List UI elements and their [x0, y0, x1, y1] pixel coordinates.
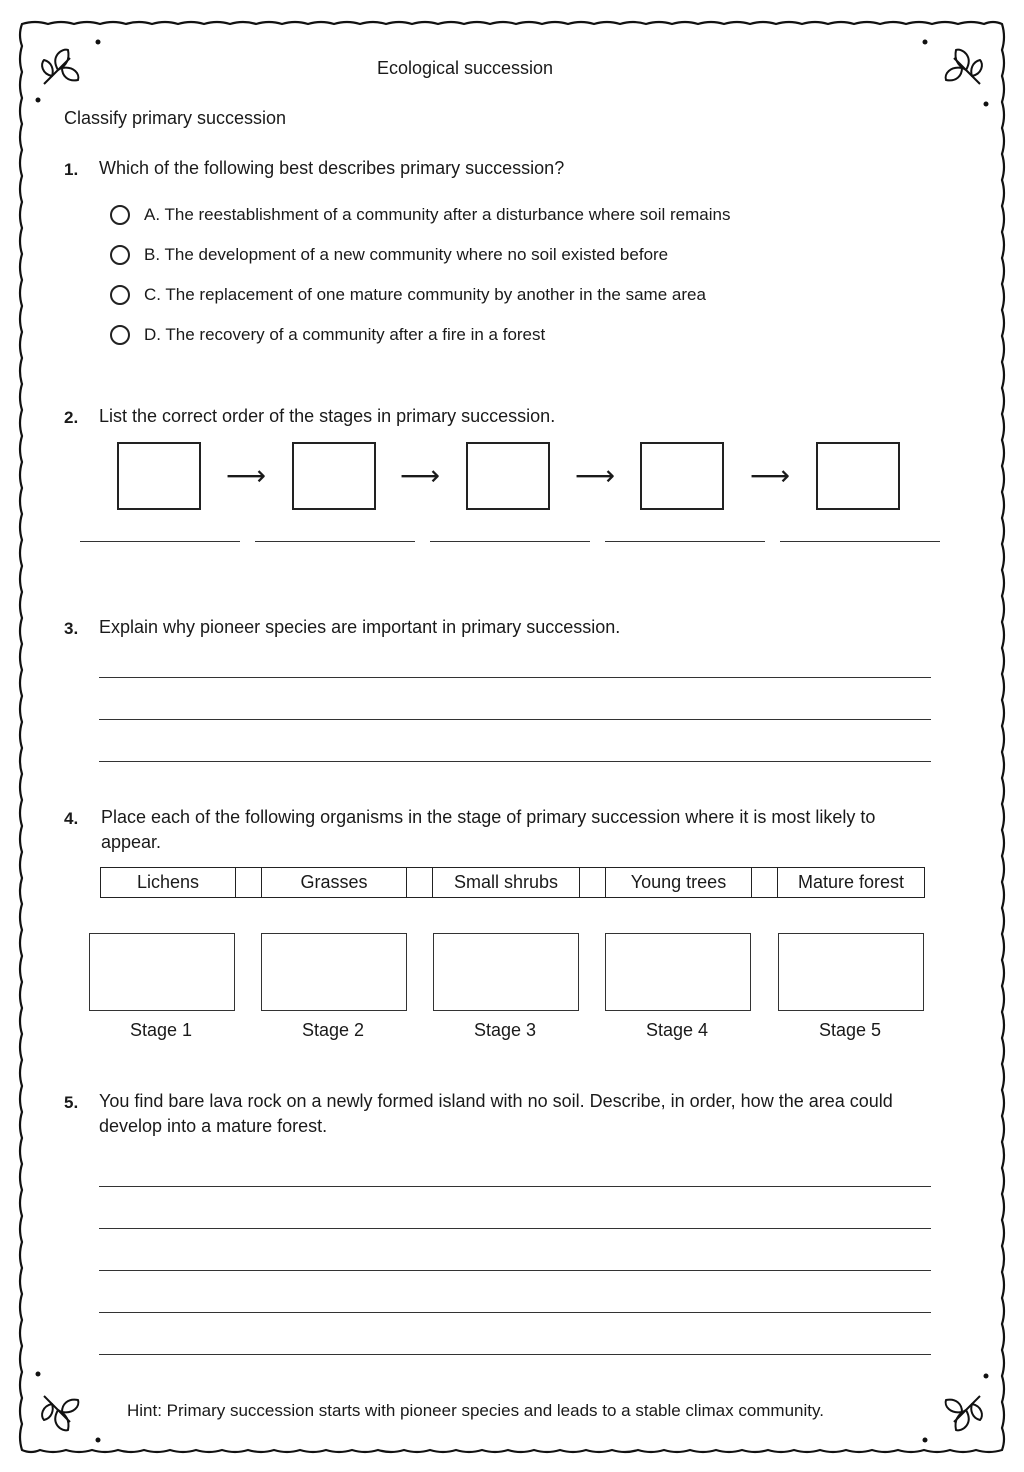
- sequence-box[interactable]: [117, 442, 201, 510]
- stage-label: Stage 3: [473, 1020, 537, 1040]
- stage-drop-box[interactable]: [261, 933, 407, 1011]
- option-c[interactable]: [110, 285, 706, 305]
- label-divider: [580, 867, 605, 898]
- question-text: List the correct order of the stages in primary succession.: [99, 406, 556, 426]
- stage-label: Stage 4: [645, 1020, 709, 1040]
- label-divider: [752, 867, 777, 898]
- organism-label[interactable]: Lichens: [100, 867, 236, 898]
- radio-button[interactable]: [110, 325, 130, 345]
- stage-drop-box[interactable]: [778, 933, 924, 1011]
- right-arrow-icon: ⟶: [400, 460, 441, 491]
- option-label: B. The development of a new community where no soil existed before: [144, 245, 669, 264]
- question-text: Explain why pioneer species are important in primary succession.: [99, 617, 621, 637]
- stage-drop-box[interactable]: [89, 933, 235, 1011]
- organism-label[interactable]: Small shrubs: [432, 867, 580, 898]
- question-number: 5.: [64, 1093, 79, 1112]
- stage-label: Stage 5: [818, 1020, 882, 1040]
- answer-line[interactable]: [99, 761, 931, 762]
- option-a[interactable]: [110, 205, 730, 225]
- sequence-box[interactable]: [466, 442, 550, 510]
- section-subtitle: Classify primary succession: [64, 108, 287, 128]
- stage-label: Stage 1: [129, 1020, 193, 1040]
- answer-line[interactable]: [80, 541, 240, 542]
- organism-label[interactable]: Mature forest: [777, 867, 925, 898]
- answer-line[interactable]: [99, 1354, 931, 1355]
- answer-line[interactable]: [255, 541, 415, 542]
- option-label: C. The replacement of one mature community by another in the same area: [144, 285, 706, 304]
- sequence-box[interactable]: [292, 442, 376, 510]
- answer-line[interactable]: [780, 541, 940, 542]
- question-number: 1.: [64, 160, 79, 179]
- option-label: D. The recovery of a community after a fire in a forest: [144, 325, 546, 344]
- label-divider: [407, 867, 432, 898]
- question-text: Which of the following best describes primary succession?: [99, 158, 565, 178]
- radio-button[interactable]: [110, 205, 130, 225]
- stage-label: Stage 2: [301, 1020, 365, 1040]
- right-arrow-icon: ⟶: [750, 460, 791, 491]
- right-arrow-icon: ⟶: [226, 460, 267, 491]
- question-text: Place each of the following organisms in the stage of primary succession where it is most likely to appear.: [101, 807, 876, 852]
- question-number: 2.: [64, 408, 79, 427]
- hint-text: Hint: Primary succession starts with pioneer species and leads to a stable climax community.: [127, 1401, 824, 1420]
- radio-button[interactable]: [110, 245, 130, 265]
- option-b[interactable]: [110, 245, 668, 265]
- stage-drop-box[interactable]: [605, 933, 751, 1011]
- right-arrow-icon: ⟶: [575, 460, 616, 491]
- sequence-box[interactable]: [816, 442, 900, 510]
- label-divider: [236, 867, 261, 898]
- answer-line[interactable]: [99, 1186, 931, 1187]
- question-number: 3.: [64, 619, 79, 638]
- page-title: Ecological succession: [376, 58, 554, 78]
- sequence-box[interactable]: [640, 442, 724, 510]
- option-label: A. The reestablishment of a community after a disturbance where soil remains: [144, 205, 731, 224]
- leaf-icon: [36, 1388, 86, 1438]
- leaf-icon: [938, 1388, 988, 1438]
- question-number: 4.: [64, 809, 79, 828]
- question-text: You find bare lava rock on a newly formed island with no soil. Describe, in order, how the area could develop into a mature forest.: [99, 1091, 893, 1136]
- option-d[interactable]: [110, 325, 545, 345]
- leaf-icon: [938, 42, 988, 92]
- answer-line[interactable]: [99, 1312, 931, 1313]
- answer-line[interactable]: [99, 677, 931, 678]
- answer-line[interactable]: [430, 541, 590, 542]
- radio-button[interactable]: [110, 285, 130, 305]
- stage-drop-box[interactable]: [433, 933, 579, 1011]
- organism-label[interactable]: Grasses: [261, 867, 407, 898]
- answer-line[interactable]: [99, 1228, 931, 1229]
- answer-line[interactable]: [605, 541, 765, 542]
- answer-line[interactable]: [99, 719, 931, 720]
- organism-label[interactable]: Young trees: [605, 867, 752, 898]
- answer-line[interactable]: [99, 1270, 931, 1271]
